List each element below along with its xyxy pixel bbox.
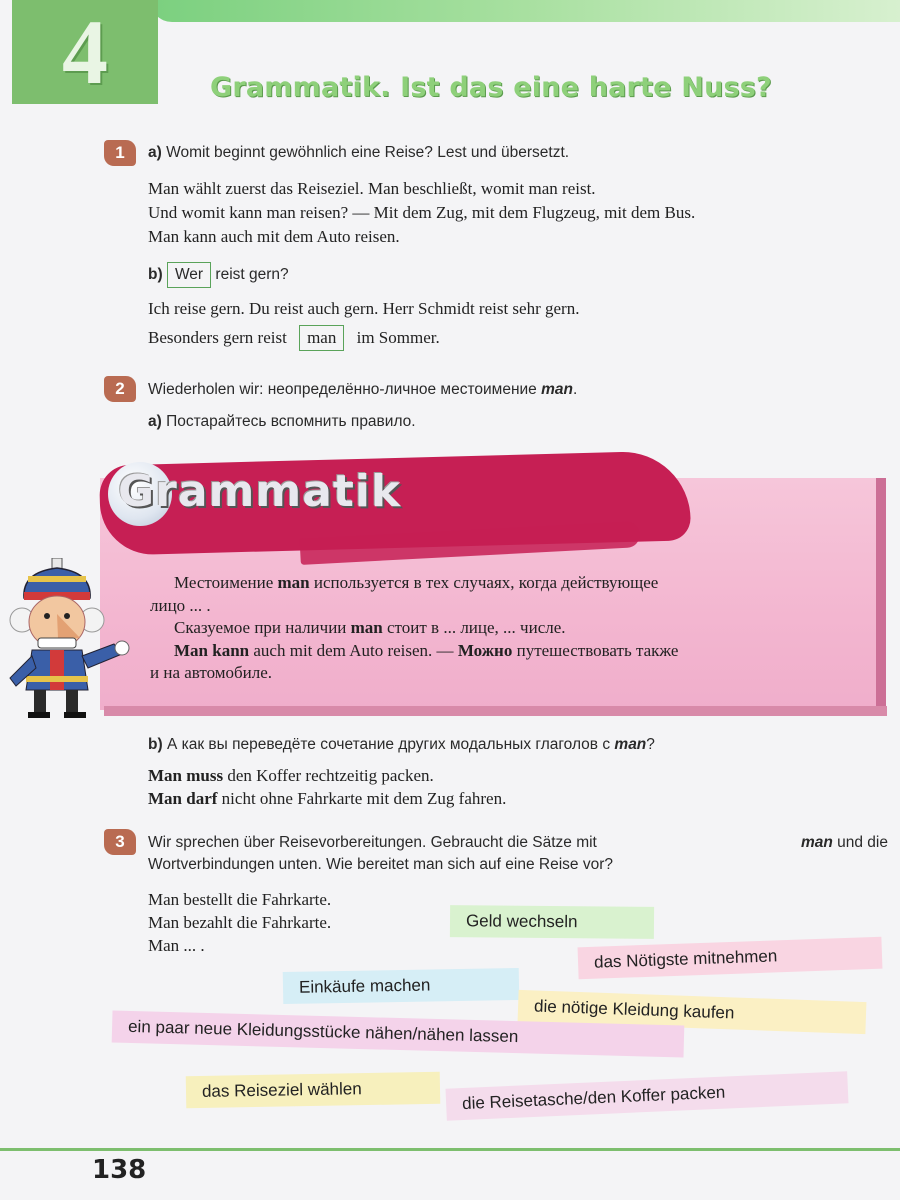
top-decoration-band	[150, 0, 900, 22]
exercise-1b-line-1: Ich reise gern. Du reist auch gern. Herr Schmidt reist sehr gern.	[148, 299, 580, 318]
boxed-word-man: man	[299, 325, 344, 351]
grammar-text: используется в тех случаях, когда действующее	[313, 573, 659, 592]
grammar-bold-man: man	[277, 573, 310, 592]
phrase-tag: ein paar neue Kleidungsstücke nähen/nähen lassen	[112, 1011, 685, 1058]
exercise-1b-line-2-end: im Sommer.	[356, 328, 440, 347]
exercise-1a-task	[148, 144, 569, 162]
boxed-word-wer: Wer	[167, 262, 211, 288]
grammar-bold-man: man	[350, 618, 383, 637]
nutcracker-character-image	[2, 558, 132, 720]
exercise-2b-line-2	[148, 787, 506, 811]
exercise-2-number: 2	[104, 376, 136, 402]
phrase-tag: Geld wechseln	[450, 905, 654, 939]
grammar-text: лицо ... .	[150, 595, 211, 615]
exercise-3-task-text: Wir sprechen über Reisevorbereitungen. Gebraucht die Sätze mit	[148, 834, 597, 851]
grammar-text: auch mit dem Auto reisen. —	[253, 640, 454, 660]
exercise-1a-task-text: Womit beginnt gewöhnlich eine Reise? Lest und übersetzt.	[166, 144, 570, 161]
exercise-1b-task-text: reist gern?	[215, 266, 289, 283]
exercise-2b-bold: Man muss	[148, 766, 224, 785]
exercise-3-example-line: Man bestellt die Fahrkarte.	[148, 890, 332, 909]
exercise-1b-label: b)	[148, 266, 163, 283]
exercise-2a-task	[148, 413, 416, 431]
grammar-text: путешествовать также	[516, 640, 679, 660]
phrase-tag: Einkäufe machen	[283, 968, 520, 1004]
phrase-tag: das Reiseziel wählen	[186, 1072, 441, 1108]
exercise-2-intro-end: .	[572, 381, 578, 398]
page-title: Grammatik. Ist das eine harte Nuss?	[210, 72, 772, 103]
exercise-3-number: 3	[104, 829, 136, 855]
exercise-1b-line-2	[148, 325, 440, 351]
exercise-2b-task-end: ?	[646, 736, 655, 753]
exercise-3-example-line: Man ... .	[148, 936, 205, 955]
grammar-rule-text	[150, 572, 870, 685]
exercise-2b-label: b)	[148, 736, 163, 753]
grammar-paragraph-3	[150, 640, 870, 663]
exercise-1b-line-2-start: Besonders gern reist	[148, 328, 287, 347]
grammar-text: Местоимение	[174, 573, 274, 592]
exercise-3-examples	[148, 888, 331, 957]
grammar-bold: Можно	[457, 640, 513, 660]
grammar-text: стоит в ... лице, ... числе.	[387, 618, 566, 637]
exercise-3-task-man: man	[800, 834, 833, 851]
bottom-rule	[0, 1148, 900, 1151]
exercise-2b-task-text: А как вы переведёте сочетание других модальных глаголов с	[166, 736, 611, 753]
exercise-1-number: 1	[104, 140, 136, 166]
exercise-2-intro-text: Wiederholen wir: неопределённо-личное местоимение	[148, 381, 537, 398]
exercise-2a-task-text: Постарайтесь вспомнить правило.	[166, 413, 416, 430]
exercise-2b-text: den Koffer rechtzeitig packen.	[227, 766, 434, 785]
grammar-text: и на автомобиле.	[150, 663, 273, 682]
grammar-text: Сказуемое при наличии	[174, 618, 347, 637]
exercise-2b-task	[148, 736, 655, 754]
exercise-1a-label: a)	[148, 144, 162, 161]
exercise-1a-line: Man wählt zuerst das Reiseziel. Man beschließt, womit man reist.	[148, 179, 596, 198]
exercise-2b-line-1	[148, 764, 434, 788]
page-number: 138	[92, 1155, 147, 1185]
grammar-paragraph-1	[150, 572, 870, 595]
chapter-number: 4	[62, 1, 108, 103]
grammar-heading: Grammatik	[118, 466, 402, 517]
exercise-3-task	[148, 832, 888, 876]
exercise-3-task-text: und die	[837, 834, 888, 851]
exercise-3-example-line: Man bezahlt die Fahrkarte.	[148, 913, 332, 932]
phrase-tag: das Nötigste mitnehmen	[578, 937, 883, 980]
exercise-3-task-line-2: Wortverbindungen unten. Wie bereitet man sich auf eine Reise vor?	[148, 856, 613, 873]
exercise-2-intro-man: man	[541, 381, 573, 398]
exercise-2a-label: a)	[148, 413, 162, 430]
grammar-paragraph-2	[150, 617, 870, 640]
exercise-1a-text	[148, 177, 695, 249]
exercise-2b-task-man: man	[614, 736, 647, 753]
exercise-2b-bold: Man darf	[148, 789, 218, 808]
phrase-tag: die nötige Kleidung kaufen	[518, 990, 867, 1034]
exercise-1a-line: Und womit kann man reisen? — Mit dem Zug, mit dem Flugzeug, mit dem Bus.	[148, 203, 696, 222]
grammar-box-edge	[876, 478, 886, 714]
exercise-2-intro	[148, 381, 577, 399]
exercise-1b-task	[148, 262, 289, 288]
exercise-2b-text: nicht ohne Fahrkarte mit dem Zug fahren.	[221, 789, 507, 808]
exercise-1a-line: Man kann auch mit dem Auto reisen.	[148, 227, 400, 246]
phrase-tag: die Reisetasche/den Koffer packen	[445, 1071, 848, 1121]
grammar-bold: Man kann	[174, 640, 250, 660]
grammar-box-shadow	[104, 706, 887, 716]
